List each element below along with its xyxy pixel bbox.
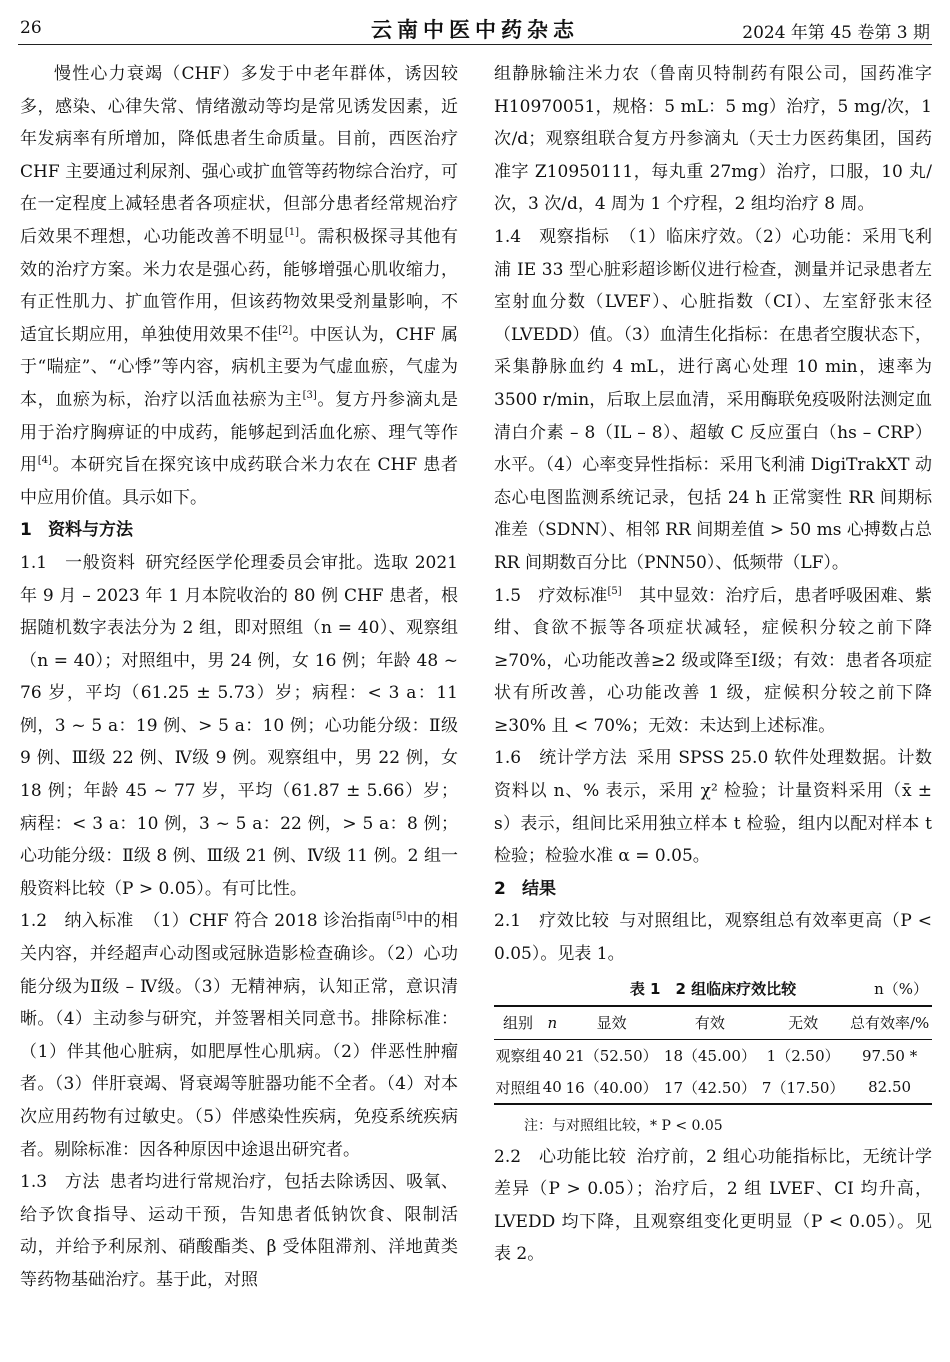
subsection-label: 1.4 观察指标 [494, 226, 610, 247]
citation: [1] [284, 226, 300, 238]
col-header: 组别 [494, 1006, 542, 1040]
efficacy-table [494, 1005, 932, 1105]
col-header: 总有效率/% [847, 1006, 932, 1040]
subsection-label: 1.6 统计学方法 [494, 748, 628, 769]
left-column [20, 58, 458, 1297]
section-heading-2: 2 结果 [494, 878, 556, 899]
table-row [494, 1072, 932, 1104]
subsection-label: 1.3 方法 [20, 1172, 100, 1193]
citation: [5] [607, 585, 622, 597]
table-cell: 18（45.00） [663, 1047, 756, 1066]
table-cell: 40 [542, 1072, 562, 1104]
subsection-label: 2.2 心功能比较 [494, 1146, 627, 1167]
citation: [4] [37, 455, 52, 467]
table-header-row [494, 1006, 932, 1040]
subsection-1-4: 1.4 观察指标 （1）临床疗效。（2）心功能：采用飞利浦 IE 33 型心脏彩超诊断仪进行检查，测量并记录患者左室射血分数（LVEF）、心脏指数（CI）、左室舒张末径（LVEDD）值。（3）血清生化指标：在患者空腹状态下，采集静脉血约 4 mL，进行离心处理 10 min，速率为 3500 r/min，后取上层血清，采用酶联免疫吸附法测定血清白介素 – 8（IL – 8）、超敏 C 反应蛋白（hs – CRP）水平。（4）心率变异性指标：采用飞利浦 DigiTrakXT 动态心电图监测系统记录，包括 24 h 正常窦性 RR 间期标准差（SDNN）、相邻 RR 间期差值 > 50 ms 心搏数占总 RR 间期数百分比（PNN50）、低频带（LF）。 [494, 226, 932, 573]
right-column [494, 58, 932, 1271]
intro-paragraph: 慢性心力衰竭（CHF）多发于中老年群体，诱因较多，感染、心律失常、情绪激动等均是常见诱发因素，近年发病率有所增加，降低患者生命质量。目前，西医治疗 CHF 主要通过利尿剂、强心或扩血管等药物综合治疗，可在一定程度上减轻患者各项症状，但部分患者经常规治疗后效果不理想，心功能改善不明显[1]。需积极探寻其他有效的治疗方案。米力农是强心药，能够增强心肌收缩力，有正性肌力、扩血管作用，但该药物效果受剂量影响，不适宜长期应用，单独使用效果不佳[2]。中医认为，CHF 属于“喘症”、“心悸”等内容，病机主要为气虚血瘀，气虚为本，血瘀为标，治疗以活血祛瘀为主[3]。复方丹参滴丸是用于治疗胸痹证的中成药，能够起到活血化瘀、理气等作用[4]。本研究旨在探究该中成药联合米力农在 CHF 患者中应用价值。具示如下。 [20, 64, 459, 508]
table-cell: 16（40.00） [562, 1072, 660, 1104]
table-cell: 观察组 [495, 1047, 541, 1066]
journal-title: 云南中医中药杂志 [371, 18, 579, 42]
citation: [3] [302, 389, 317, 401]
table-note: 注：与对照组比较，* P < 0.05 [524, 1117, 723, 1134]
table-unit: n（%） [874, 979, 928, 998]
table-cell: 17（42.50） [661, 1072, 759, 1104]
page-number: 26 [20, 18, 42, 38]
subsection-2-2: 2.2 心功能比较 治疗前，2 组心功能指标比，无统计学差异（P > 0.05）；治疗后，2 组 LVEF、CI 均升高，LVEDD 均下降，且观察组变化更明显（P < 0.05）。见表 2。 [494, 1146, 932, 1265]
subsection-1-3: 1.3 方法 患者均进行常规治疗，包括去除诱因、吸氧、给予饮食指导、运动干预，告知患者低钠饮食、限制活动，并给予利尿剂、硝酸酯类、β 受体阻滞剂、洋地黄类等药物基础治疗。基于此，对照 [20, 1172, 459, 1290]
subsection-1-6: 1.6 统计学方法 采用 SPSS 25.0 软件处理数据。计数资料以 n、% 表示，采用 χ² 检验；计量资料采用（x̄ ± s）表示，组间比采用独立样本 t 检验，组内以配对样本 t 检验；检验水准 α = 0.05。 [494, 748, 932, 867]
citation: [2] [278, 324, 293, 336]
table-cell: 对照组 [494, 1072, 542, 1104]
subsection-label: 1.1 一般资料 [20, 552, 136, 573]
running-header [18, 10, 932, 45]
col-header: 显效 [562, 1006, 660, 1040]
col-header: n [542, 1006, 562, 1040]
col-header: 有效 [661, 1006, 759, 1040]
table-row [494, 1040, 932, 1072]
method-continuation: 组静脉输注米力农（鲁南贝特制药有限公司，国药准字 H10970051，规格：5 mL：5 mg）治疗，5 mg/次，1 次/d；观察组联合复方丹参滴丸（天士力医药集团，国药准字 Z10950111，每丸重 27mg）治疗，口服，10 丸/次，3 次/d，4 周为 1 个疗程，2 组均治疗 8 周。 [494, 64, 932, 215]
table-title: 表 1 2 组临床疗效比较 [629, 979, 797, 998]
table-cell: 40 [542, 1046, 562, 1065]
table-cell: 1（2.50） [766, 1047, 840, 1066]
table-cell: 82.50 [847, 1072, 932, 1104]
table-caption [494, 975, 932, 1003]
citation: [5] [392, 911, 407, 923]
subsection-1-2: 1.2 纳入标准 （1）CHF 符合 2018 诊治指南[5]中的相关内容，并经超声心动图或冠脉造影检查确诊。（2）心功能分级为Ⅱ级 – Ⅳ级。（3）无精神病，认知正常，意识清晰。（4）主动参与研究，并签署相关同意书。排除标准：（1）伴其他心脏病，如肥厚性心肌病。（2）伴恶性肿瘤者。（3）伴肝衰竭、肾衰竭等脏器功能不全者。（4）对本次应用药物有过敏史。（5）伴感染性疾病，免疫系统疾病者。剔除标准：因各种原因中途退出研究者。 [20, 911, 459, 1160]
col-header: 无效 [759, 1006, 847, 1040]
table-cell: 21（52.50） [565, 1047, 658, 1066]
table-cell: 97.50 * [862, 1046, 918, 1065]
subsection-1-5: 1.5 疗效标准[5] 其中显效：治疗后，患者呼吸困难、紫绀、食欲不振等各项症状减轻，症候积分较之前下降≥70%，心功能改善≥2 级或降至Ⅰ级；有效：患者各项症状有所改善，心功能改善 1 级，症候积分较之前下降≥30% 且 < 70%；无效：未达到上述标准。 [494, 585, 932, 736]
subsection-label: 1.5 疗效标准 [494, 585, 608, 606]
subsection-1-1: 1.1 一般资料 研究经医学伦理委员会审批。选取 2021 年 9 月 – 2023 年 1 月本院收治的 80 例 CHF 患者，根据随机数字表法分为 2 组，即对照组（n = 40）、观察组（n = 40）；对照组中，男 24 例，女 16 例；年龄 48 ~ 76 岁，平均（61.25 ± 5.73）岁；病程：< 3 a：11 例，3 ~ 5 a：19 例、> 5 a：10 例；心功能分级：Ⅱ级 9 例、Ⅲ级 22 例、Ⅳ级 9 例。观察组中，男 22 例，女 18 例；年龄 45 ~ 77 岁，平均（61.87 ± 5.66）岁；病程：< 3 a：10 例，3 ~ 5 a：22 例，> 5 a：8 例；心功能分级：Ⅱ级 8 例、Ⅲ级 21 例、Ⅳ级 11 例。2 组一般资料比较（P > 0.05）。有可比性。 [20, 552, 458, 899]
subsection-2-1: 2.1 疗效比较 与对照组比，观察组总有效率更高（P < 0.05）。见表 1。 [494, 911, 932, 965]
subsection-label: 1.2 纳入标准 [20, 911, 134, 932]
issue-info: 2024 年第 45 卷第 3 期 [742, 23, 930, 43]
table-cell: 7（17.50） [759, 1072, 847, 1104]
subsection-label: 2.1 疗效比较 [494, 911, 610, 932]
section-heading-1: 1 资料与方法 [20, 520, 133, 541]
